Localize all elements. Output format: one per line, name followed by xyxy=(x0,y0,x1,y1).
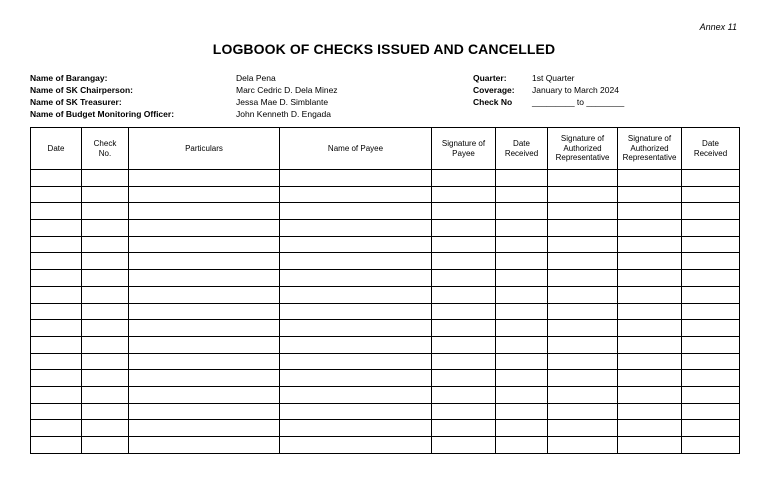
table-cell xyxy=(432,170,496,187)
table-cell xyxy=(618,336,682,353)
table-cell xyxy=(280,303,432,320)
table-cell xyxy=(82,270,129,287)
quarter-label: Quarter: xyxy=(473,73,507,83)
table-cell xyxy=(682,403,740,420)
table-row xyxy=(31,286,740,303)
logbook-table xyxy=(30,127,740,454)
page-title: LOGBOOK OF CHECKS ISSUED AND CANCELLED xyxy=(212,41,556,57)
table-cell xyxy=(548,303,618,320)
table-row xyxy=(31,303,740,320)
table-row xyxy=(31,203,740,220)
treasurer-label: Name of SK Treasurer: xyxy=(30,97,122,107)
annex-label: Annex 11 xyxy=(699,22,737,32)
table-cell xyxy=(31,420,82,437)
table-cell xyxy=(432,437,496,454)
table-cell xyxy=(31,403,82,420)
table-cell xyxy=(682,286,740,303)
table-cell xyxy=(82,437,129,454)
table-cell xyxy=(31,437,82,454)
table-cell xyxy=(280,170,432,187)
table-cell xyxy=(682,270,740,287)
table-cell xyxy=(432,403,496,420)
table-cell xyxy=(129,437,280,454)
table-cell xyxy=(682,353,740,370)
table-cell xyxy=(432,286,496,303)
table-cell xyxy=(496,320,548,337)
table-cell xyxy=(682,370,740,387)
table-cell xyxy=(496,170,548,187)
table-cell xyxy=(682,236,740,253)
table-cell xyxy=(31,170,82,187)
table-cell xyxy=(280,403,432,420)
header-date: Date xyxy=(31,128,82,170)
table-cell xyxy=(496,220,548,237)
table-cell xyxy=(280,420,432,437)
table-cell xyxy=(496,186,548,203)
table-row xyxy=(31,170,740,187)
table-cell xyxy=(82,203,129,220)
table-cell xyxy=(548,420,618,437)
table-cell xyxy=(496,336,548,353)
quarter-value: 1st Quarter xyxy=(532,73,575,83)
header-date-received: Date Received xyxy=(496,128,548,170)
table-cell xyxy=(31,186,82,203)
table-cell xyxy=(496,386,548,403)
table-cell xyxy=(548,370,618,387)
table-cell xyxy=(548,320,618,337)
table-cell xyxy=(618,420,682,437)
table-cell xyxy=(432,353,496,370)
table-cell xyxy=(31,286,82,303)
table-cell xyxy=(618,320,682,337)
header-check-no: Check No. xyxy=(82,128,129,170)
table-cell xyxy=(280,286,432,303)
table-cell xyxy=(682,220,740,237)
table-row xyxy=(31,437,740,454)
table-cell xyxy=(432,370,496,387)
table-cell xyxy=(280,370,432,387)
table-cell xyxy=(129,270,280,287)
table-cell xyxy=(280,336,432,353)
header-particulars: Particulars xyxy=(129,128,280,170)
table-cell xyxy=(618,437,682,454)
table-cell xyxy=(496,420,548,437)
table-cell xyxy=(31,253,82,270)
table-cell xyxy=(618,370,682,387)
table-cell xyxy=(618,236,682,253)
table-cell xyxy=(618,270,682,287)
table-row xyxy=(31,403,740,420)
header-payee-signature: Signature of Payee xyxy=(432,128,496,170)
table-cell xyxy=(129,220,280,237)
barangay-value: Dela Pena xyxy=(236,73,276,83)
table-row xyxy=(31,270,740,287)
table-cell xyxy=(682,186,740,203)
table-cell xyxy=(548,437,618,454)
table-cell xyxy=(618,203,682,220)
table-row xyxy=(31,370,740,387)
table-cell xyxy=(432,236,496,253)
table-cell xyxy=(682,170,740,187)
table-cell xyxy=(280,236,432,253)
header-rep-signature-2: Signature of Authorized Representative xyxy=(618,128,682,170)
table-cell xyxy=(82,420,129,437)
table-cell xyxy=(548,203,618,220)
table-cell xyxy=(618,220,682,237)
table-cell xyxy=(280,386,432,403)
table-row xyxy=(31,320,740,337)
table-cell xyxy=(82,236,129,253)
table-cell xyxy=(280,186,432,203)
table-cell xyxy=(129,420,280,437)
table-cell xyxy=(432,253,496,270)
table-cell xyxy=(548,170,618,187)
header-payee: Name of Payee xyxy=(280,128,432,170)
table-row xyxy=(31,236,740,253)
table-cell xyxy=(280,253,432,270)
table-cell xyxy=(129,253,280,270)
table-cell xyxy=(548,386,618,403)
table-cell xyxy=(548,403,618,420)
table-cell xyxy=(129,203,280,220)
table-cell xyxy=(82,220,129,237)
table-cell xyxy=(682,253,740,270)
table-cell xyxy=(280,353,432,370)
table-cell xyxy=(496,270,548,287)
officer-label: Name of Budget Monitoring Officer: xyxy=(30,109,175,119)
check-no-range: _________ to ________ xyxy=(532,97,625,107)
table-row xyxy=(31,186,740,203)
coverage-label: Coverage: xyxy=(473,85,515,95)
table-cell xyxy=(618,403,682,420)
table-cell xyxy=(82,353,129,370)
table-cell xyxy=(548,353,618,370)
table-cell xyxy=(496,286,548,303)
header-rep-signature: Signature of Authorized Representative xyxy=(548,128,618,170)
table-cell xyxy=(496,403,548,420)
table-cell xyxy=(496,353,548,370)
chairperson-value: Marc Cedric D. Dela Minez xyxy=(236,85,338,95)
table-cell xyxy=(432,336,496,353)
barangay-label: Name of Barangay: xyxy=(30,73,108,83)
table-cell xyxy=(280,437,432,454)
table-cell xyxy=(31,353,82,370)
coverage-value: January to March 2024 xyxy=(532,85,619,95)
officer-value: John Kenneth D. Engada xyxy=(236,109,331,119)
table-cell xyxy=(432,420,496,437)
table-cell xyxy=(82,186,129,203)
table-cell xyxy=(548,236,618,253)
table-cell xyxy=(682,303,740,320)
table-cell xyxy=(82,253,129,270)
table-cell xyxy=(496,437,548,454)
table-cell xyxy=(618,386,682,403)
table-cell xyxy=(31,303,82,320)
table-cell xyxy=(129,236,280,253)
table-cell xyxy=(129,170,280,187)
table-row xyxy=(31,253,740,270)
table-cell xyxy=(129,336,280,353)
table-cell xyxy=(280,220,432,237)
table-cell xyxy=(31,320,82,337)
table-cell xyxy=(548,336,618,353)
table-cell xyxy=(682,336,740,353)
table-cell xyxy=(31,336,82,353)
header-date-received-2: Date Received xyxy=(682,128,740,170)
table-cell xyxy=(682,203,740,220)
table-cell xyxy=(548,220,618,237)
table-cell xyxy=(82,386,129,403)
table-cell xyxy=(432,386,496,403)
table-body xyxy=(31,170,740,454)
table-cell xyxy=(129,303,280,320)
table-row xyxy=(31,386,740,403)
table-cell xyxy=(496,303,548,320)
table-cell xyxy=(682,320,740,337)
table-cell xyxy=(129,186,280,203)
table-cell xyxy=(618,253,682,270)
table-cell xyxy=(432,186,496,203)
table-cell xyxy=(682,420,740,437)
table-cell xyxy=(618,353,682,370)
table-cell xyxy=(280,203,432,220)
table-cell xyxy=(31,236,82,253)
table-row xyxy=(31,336,740,353)
info-labels-left xyxy=(30,72,174,120)
table-cell xyxy=(129,386,280,403)
table-row xyxy=(31,420,740,437)
table-cell xyxy=(496,203,548,220)
table-cell xyxy=(618,286,682,303)
table-cell xyxy=(432,303,496,320)
table-cell xyxy=(82,170,129,187)
table-cell xyxy=(31,370,82,387)
info-labels-right xyxy=(473,72,515,108)
table-cell xyxy=(548,270,618,287)
header-row xyxy=(31,128,740,170)
table-cell xyxy=(129,370,280,387)
treasurer-value: Jessa Mae D. Simblante xyxy=(236,97,329,107)
info-values-right xyxy=(532,72,624,108)
table-cell xyxy=(82,286,129,303)
table-cell xyxy=(129,353,280,370)
table-cell xyxy=(280,320,432,337)
table-cell xyxy=(432,203,496,220)
table-cell xyxy=(129,320,280,337)
table-cell xyxy=(82,320,129,337)
table-cell xyxy=(82,303,129,320)
table-cell xyxy=(496,236,548,253)
table-cell xyxy=(618,186,682,203)
table-cell xyxy=(82,336,129,353)
table-cell xyxy=(129,286,280,303)
table-cell xyxy=(280,270,432,287)
table-cell xyxy=(129,403,280,420)
table-cell xyxy=(618,303,682,320)
info-values-left xyxy=(236,72,338,120)
check-no-label: Check No xyxy=(473,97,513,107)
table-cell xyxy=(432,270,496,287)
table-cell xyxy=(31,203,82,220)
table-cell xyxy=(548,186,618,203)
table-cell xyxy=(548,286,618,303)
table-cell xyxy=(31,220,82,237)
table-cell xyxy=(432,320,496,337)
table-cell xyxy=(682,437,740,454)
table-cell xyxy=(31,270,82,287)
table-row xyxy=(31,353,740,370)
table-cell xyxy=(682,386,740,403)
table-cell xyxy=(82,403,129,420)
table-cell xyxy=(496,253,548,270)
table-cell xyxy=(618,170,682,187)
table-cell xyxy=(548,253,618,270)
table-cell xyxy=(82,370,129,387)
chairperson-label: Name of SK Chairperson: xyxy=(30,85,133,95)
table-cell xyxy=(432,220,496,237)
table-row xyxy=(31,220,740,237)
table-cell xyxy=(31,386,82,403)
table-cell xyxy=(496,370,548,387)
